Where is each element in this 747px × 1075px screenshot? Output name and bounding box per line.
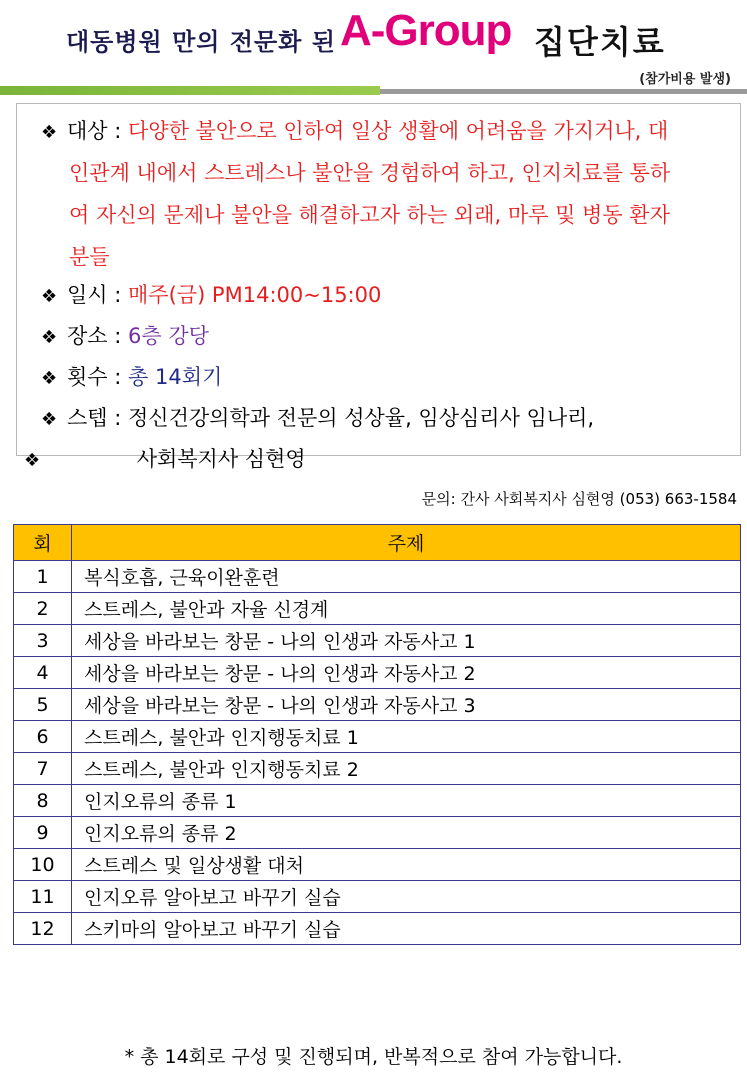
header-topic: 주제: [72, 525, 741, 561]
diamond-bullet-icon: ❖: [41, 327, 58, 348]
table-row: [14, 625, 741, 657]
session-topic: 세상을 바라보는 창문 - 나의 인생과 자동사고 3: [72, 689, 741, 721]
table-row: [14, 593, 741, 625]
session-number: 3: [14, 625, 72, 657]
header-rule-green: [0, 86, 380, 95]
staff-row: [41, 397, 594, 441]
title-left: 대동병원 만의 전문화 된: [66, 28, 336, 56]
diamond-bullet-icon: ❖: [41, 122, 58, 143]
session-number: 7: [14, 753, 72, 785]
table-row: [14, 689, 741, 721]
session-number: 9: [14, 817, 72, 849]
table-row: [14, 561, 741, 593]
header-rule-gray: [380, 89, 747, 94]
title-right: 집단치료: [534, 23, 666, 61]
session-topic: 인지오류의 종류 1: [72, 785, 741, 817]
table-row: [14, 849, 741, 881]
session-number: 5: [14, 689, 72, 721]
target-label: 대상 :: [67, 119, 122, 143]
table-row: [14, 657, 741, 689]
session-number: 4: [14, 657, 72, 689]
table-row: [14, 785, 741, 817]
session-topic: 스트레스, 불안과 인지행동치료 2: [72, 753, 741, 785]
table-row: [14, 881, 741, 913]
session-number: 1: [14, 561, 72, 593]
table-row: [14, 913, 741, 945]
session-number: 10: [14, 849, 72, 881]
session-topic: 인지오류 알아보고 바꾸기 실습: [72, 881, 741, 913]
table-row: [14, 721, 741, 753]
target-line-2: 인관계 내에서 스트레스나 불안을 경험하여 하고, 인지치료를 통하: [69, 161, 671, 185]
session-topic: 스트레스, 불안과 자율 신경계: [72, 593, 741, 625]
staff-value: 정신건강의학과 전문의 성상율, 임상심리사 임나리,: [128, 406, 595, 430]
fee-note: (참가비용 발생): [639, 72, 731, 87]
staff-value-2: 사회복지사 심현영: [136, 447, 306, 471]
table-row: [14, 753, 741, 785]
session-topic: 스트레스 및 일상생활 대처: [72, 849, 741, 881]
session-topic: 인지오류의 종류 2: [72, 817, 741, 849]
session-topic: 스트레스, 불안과 인지행동치료 1: [72, 721, 741, 753]
count-label: 횟수 :: [67, 365, 122, 389]
table-header-row: [14, 525, 741, 561]
time-row: [41, 274, 381, 318]
footnote: * 총 14회로 구성 및 진행되며, 반복적으로 참여 가능합니다.: [124, 1046, 623, 1068]
table-row: [14, 817, 741, 849]
diamond-bullet-icon: ❖: [41, 286, 58, 307]
schedule-table: [13, 524, 741, 945]
target-row: [41, 110, 668, 154]
time-value: 매주(금) PM14:00~15:00: [128, 283, 382, 307]
staff-row-2: [24, 438, 306, 482]
diamond-bullet-icon: ❖: [41, 409, 58, 430]
session-number: 6: [14, 721, 72, 753]
diamond-bullet-icon: ❖: [24, 450, 41, 471]
place-value: 6층 강당: [128, 324, 209, 348]
count-row: [41, 356, 222, 400]
session-topic: 세상을 바라보는 창문 - 나의 인생과 자동사고 1: [72, 625, 741, 657]
session-number: 2: [14, 593, 72, 625]
target-line-1: 다양한 불안으로 인하여 일상 생활에 어려움을 가지거나, 대: [128, 119, 669, 143]
contact-info: 문의: 간사 사회복지사 심현영 (053) 663-1584: [421, 490, 737, 508]
session-number: 8: [14, 785, 72, 817]
target-line-4: 분들: [69, 245, 110, 269]
session-topic: 복식호흡, 근육이완훈련: [72, 561, 741, 593]
place-row: [41, 315, 209, 359]
count-value: 총 14회기: [128, 365, 223, 389]
target-line-3: 여 자신의 문제나 불안을 해결하고자 하는 외래, 마루 및 병동 환자: [69, 203, 670, 227]
title-brand: A-Group: [340, 6, 512, 55]
time-label: 일시 :: [67, 283, 122, 307]
header-session: 회: [14, 525, 72, 561]
info-box: [16, 103, 741, 456]
session-number: 11: [14, 881, 72, 913]
schedule-body: [14, 561, 741, 945]
session-number: 12: [14, 913, 72, 945]
header: [0, 0, 747, 95]
staff-label: 스텝 :: [67, 406, 122, 430]
session-topic: 세상을 바라보는 창문 - 나의 인생과 자동사고 2: [72, 657, 741, 689]
place-label: 장소 :: [67, 324, 122, 348]
diamond-bullet-icon: ❖: [41, 368, 58, 389]
session-topic: 스키마의 알아보고 바꾸기 실습: [72, 913, 741, 945]
